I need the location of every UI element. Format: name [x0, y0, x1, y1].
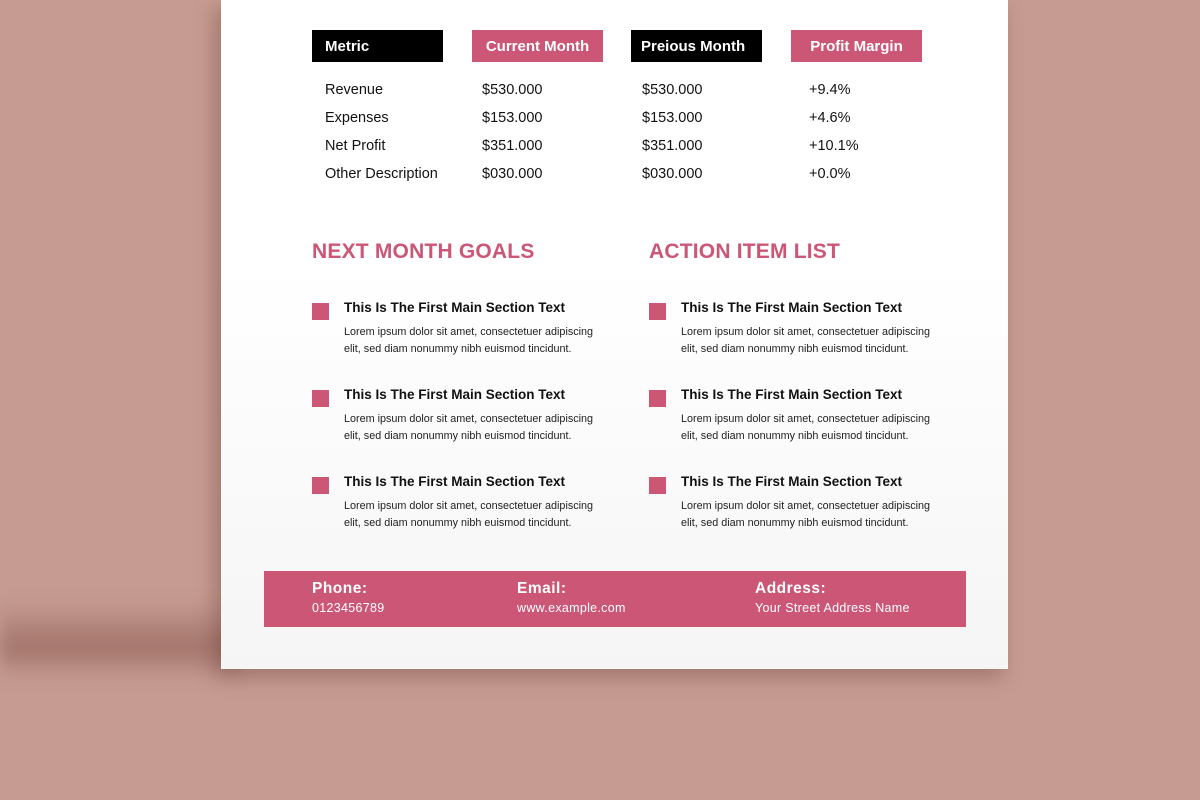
table-cell: $351.000 — [642, 138, 703, 154]
square-bullet-icon — [312, 390, 329, 407]
table-cell: $030.000 — [642, 166, 703, 182]
email-block — [517, 580, 626, 615]
address-label: Address: — [755, 580, 827, 597]
report-page — [221, 0, 1008, 669]
table-cell: Revenue — [325, 82, 384, 98]
table-cell: $153.000 — [482, 110, 543, 126]
table-cell: $530.000 — [642, 82, 703, 98]
email-value: www.example.com — [517, 601, 626, 615]
square-bullet-icon — [312, 477, 329, 494]
list-item — [312, 474, 612, 544]
paper-shadow — [0, 600, 240, 680]
table-row — [312, 136, 922, 164]
item-title: This Is The First Main Section Text — [344, 387, 566, 402]
table-cell: +9.4% — [809, 82, 851, 98]
item-title: This Is The First Main Section Text — [681, 300, 903, 315]
next-month-goals-section — [312, 240, 612, 529]
item-text: Lorem ipsum dolor sit amet, consectetuer adipiscing elit, sed diam nonummy nibh euismod tincidunt. — [681, 413, 931, 442]
square-bullet-icon — [312, 303, 329, 320]
phone-value: 0123456789 — [312, 601, 385, 615]
address-block — [755, 580, 910, 615]
item-title: This Is The First Main Section Text — [681, 387, 903, 402]
table-cell: $153.000 — [642, 110, 703, 126]
table-row — [312, 108, 922, 136]
section-title: ACTION ITEM LIST — [649, 240, 841, 263]
item-title: This Is The First Main Section Text — [681, 474, 903, 489]
item-text: Lorem ipsum dolor sit amet, consectetuer adipiscing elit, sed diam nonummy nibh euismod tincidunt. — [344, 413, 594, 442]
table-row — [312, 80, 922, 108]
table-cell: $530.000 — [482, 82, 543, 98]
table-cell: +4.6% — [809, 110, 851, 126]
table-header-profit-margin: Profit Margin — [791, 30, 922, 62]
list-item — [312, 387, 612, 457]
square-bullet-icon — [649, 477, 666, 494]
table-cell: Net Profit — [325, 138, 386, 154]
table-header-current-month: Current Month — [472, 30, 603, 62]
item-text: Lorem ipsum dolor sit amet, consectetuer adipiscing elit, sed diam nonummy nibh euismod tincidunt. — [344, 326, 594, 355]
table-cell: Other Description — [325, 166, 438, 182]
item-text: Lorem ipsum dolor sit amet, consectetuer adipiscing elit, sed diam nonummy nibh euismod tincidunt. — [681, 326, 931, 355]
item-title: This Is The First Main Section Text — [344, 474, 566, 489]
square-bullet-icon — [649, 303, 666, 320]
table-header-metric: Metric — [312, 30, 443, 62]
table-cell: $030.000 — [482, 166, 543, 182]
table-cell: $351.000 — [482, 138, 543, 154]
email-label: Email: — [517, 580, 567, 597]
phone-label: Phone: — [312, 580, 368, 597]
table-row — [312, 164, 922, 192]
list-item — [649, 300, 949, 370]
item-title: This Is The First Main Section Text — [344, 300, 566, 315]
list-item — [312, 300, 612, 370]
table-cell: +10.1% — [809, 138, 859, 154]
table-header-previous-month: Preious Month — [631, 30, 762, 62]
item-text: Lorem ipsum dolor sit amet, consectetuer adipiscing elit, sed diam nonummy nibh euismod tincidunt. — [344, 500, 594, 529]
action-item-list-section — [649, 240, 949, 529]
table-cell: Expenses — [325, 110, 389, 126]
list-item — [649, 474, 949, 544]
table-cell: +0.0% — [809, 166, 851, 182]
phone-block — [312, 580, 385, 615]
contact-footer — [264, 571, 966, 627]
list-item — [649, 387, 949, 457]
square-bullet-icon — [649, 390, 666, 407]
address-value: Your Street Address Name — [755, 601, 910, 615]
item-text: Lorem ipsum dolor sit amet, consectetuer adipiscing elit, sed diam nonummy nibh euismod tincidunt. — [681, 500, 931, 529]
section-title: NEXT MONTH GOALS — [312, 240, 535, 263]
